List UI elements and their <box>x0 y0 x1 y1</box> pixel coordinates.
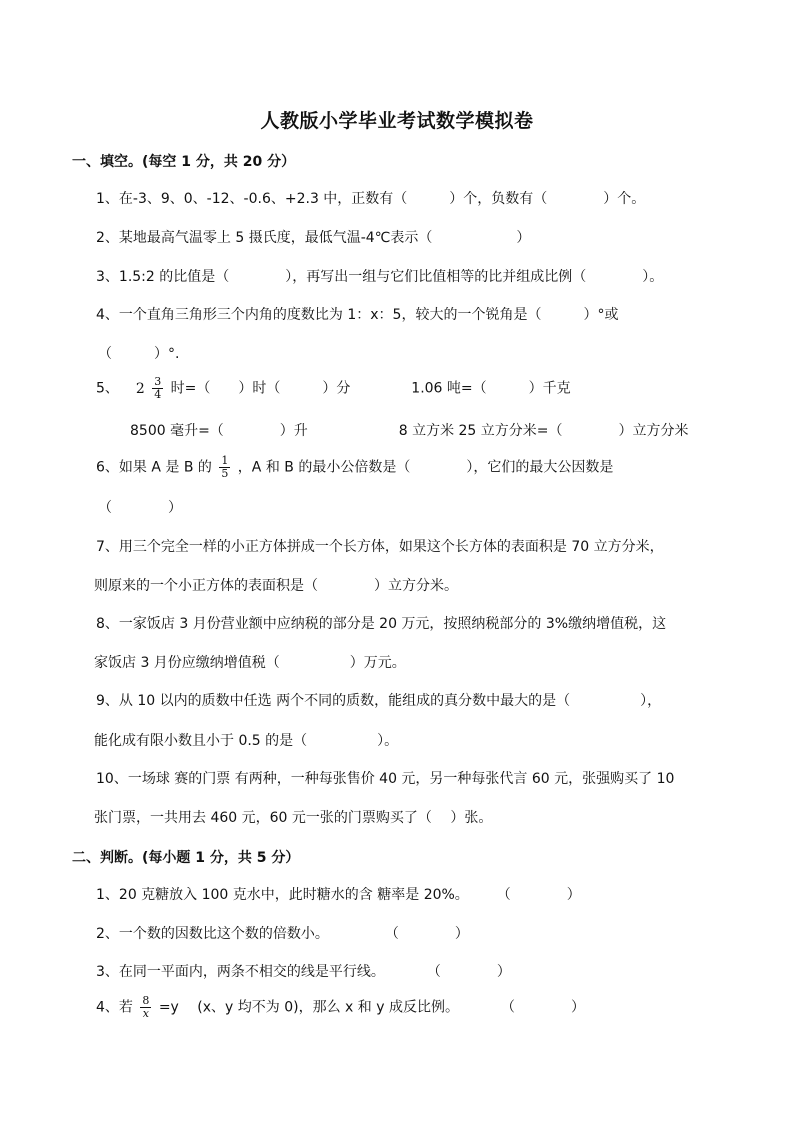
question-1-6-line2: （ ） <box>98 500 182 516</box>
question-2-4-suffix: =y (x、y 均不为 0)，那么 x 和 y 成反比例。 （ ） <box>158 999 585 1016</box>
fraction-denominator: x <box>142 1007 149 1020</box>
question-2-1: 1、20 克糖放入 100 克水中，此时糖水的含 糖率是 20%。 （ ） <box>96 887 581 903</box>
question-6-prefix: 6、如果 A 是 B 的 <box>96 459 212 476</box>
fraction-eight-over-x <box>140 995 151 1020</box>
question-1-9-line1: 9、从 10 以内的质数中任选 两个不同的质数，能组成的真分数中最大的是（ ）， <box>96 693 662 709</box>
question-6-suffix: ，A 和 B 的最小公倍数是（ ），它们的最大公因数是 <box>237 459 614 476</box>
question-1-1: 1、在-3、9、0、-12、-0.6、+2.3 中，正数有（ ）个，负数有（ ）个。 <box>96 191 646 207</box>
question-1-10-line2: 张门票，一共用去 460 元，60 元一张的门票购买了（ ）张。 <box>94 810 493 826</box>
fraction-numerator: 1 <box>221 454 229 467</box>
question-1-8-line1: 8、一家饭店 3 月份营业额中应纳税的部分是 20 万元，按照纳税部分的 3%缴纳增值税，这 <box>96 616 667 632</box>
question-1-5-line2 <box>130 421 689 441</box>
question-1-7-line1: 7、用三个完全一样的小正方体拼成一个长方体，如果这个长方体的表面积是 70 立方分米， <box>96 539 664 555</box>
question-1-8-line2: 家饭店 3 月份应缴纳增值税（ ）万元。 <box>94 655 406 671</box>
section-heading-fill-blank: 一、填空。(每空 1 分，共 20 分） <box>72 154 296 170</box>
page-title: 人教版小学毕业考试数学模拟卷 <box>260 110 534 132</box>
question-1-10-line1: 10、一场球 赛的门票 有两种，一种每张售价 40 元，另一种每张代言 60 元，张强购买了 10 <box>96 771 675 787</box>
conversion-milliliters: 8500 毫升=（ ）升 <box>130 423 308 439</box>
question-1-2: 2、某地最高气温零上 5 摄氏度，最低气温-4℃表示（ ） <box>96 230 531 246</box>
question-2-4-prefix: 4、若 <box>96 999 133 1016</box>
question-1-7-line2: 则原来的一个小正方体的表面积是（ ）立方分米。 <box>94 578 458 594</box>
question-1-3: 3、1.5:2 的比值是（ ），再写出一组与它们比值相等的比并组成比例（ ）。 <box>96 269 664 285</box>
question-2-2: 2、一个数的因数比这个数的倍数小。 （ ） <box>96 926 469 942</box>
question-1-6-line1 <box>96 455 613 480</box>
conversion-tons: 1.06 吨=（ ）千克 <box>411 380 571 397</box>
mixed-number-whole: 2 <box>135 380 145 397</box>
section-heading-true-false: 二、判断。(每小题 1 分，共 5 分） <box>72 850 300 866</box>
conversion-hours: 时=（ ）时（ ）分 <box>170 380 351 397</box>
mixed-number-fraction <box>152 376 163 401</box>
fraction-numerator: 3 <box>154 375 162 388</box>
fraction-denominator: 5 <box>221 467 229 480</box>
fraction-numerator: 8 <box>142 994 150 1007</box>
conversion-cubic: 8 立方米 25 立方分米=（ ）立方分米 <box>398 423 689 439</box>
question-2-4 <box>96 995 585 1020</box>
question-number: 5、 <box>96 380 119 397</box>
question-1-4-line1: 4、一个直角三角形三个内角的度数比为 1：x：5，较大的一个锐角是（ ）°或 <box>96 307 619 323</box>
question-2-3: 3、在同一平面内，两条不相交的线是平行线。 （ ） <box>96 964 511 980</box>
fraction-denominator: 4 <box>154 388 162 401</box>
question-1-4-line2: （ ）°. <box>98 346 180 362</box>
question-1-9-line2: 能化成有限小数且小于 0.5 的是（ ）。 <box>94 733 399 749</box>
question-1-5-line1 <box>96 376 571 401</box>
fraction-one-fifth <box>219 455 230 480</box>
